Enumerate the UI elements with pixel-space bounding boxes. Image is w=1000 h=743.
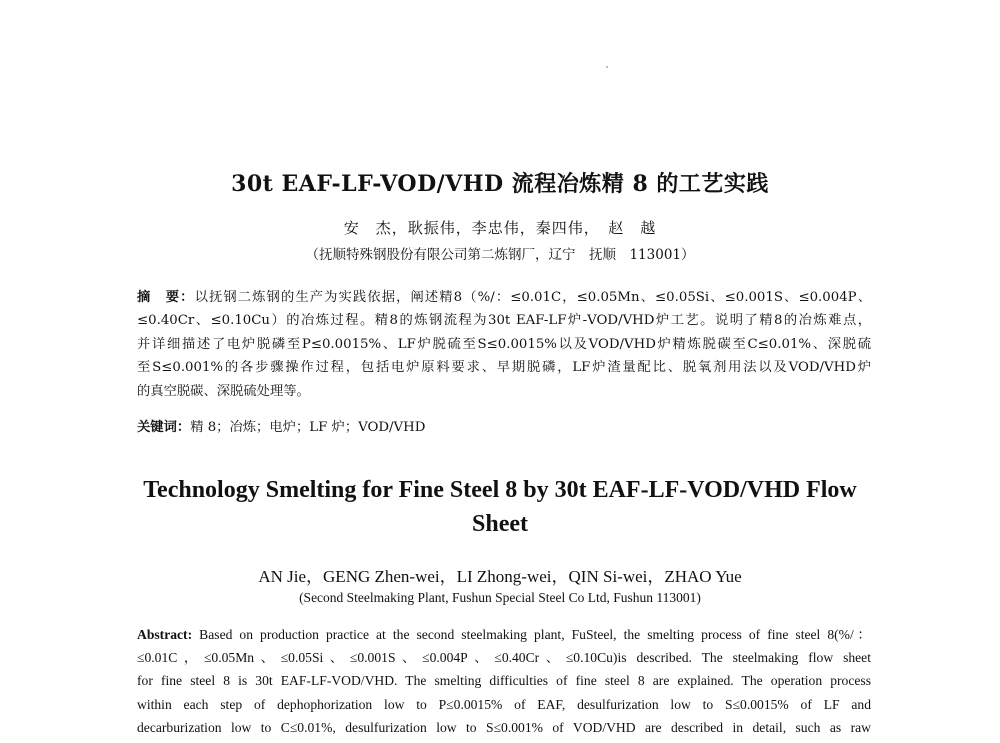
chinese-abstract <box>137 286 871 403</box>
chinese-abstract-label: 摘 要： <box>137 290 195 305</box>
english-title <box>0 473 1000 541</box>
english-title-line1: Technology Smelting for Fine Steel 8 by 30t EAF-LF-VOD/VHD Flow <box>143 477 857 503</box>
english-abstract <box>137 623 871 739</box>
chinese-keywords-text: 精 8；冶炼；电炉；LF 炉；VOD/VHD <box>190 420 426 435</box>
chinese-authors: 安 杰，耿振伟，李忠伟，秦四伟， 赵 越 <box>343 219 657 237</box>
chinese-abstract-line: 并详细描述了电炉脱磷至P≤0.0015%、LF炉脱硫至S≤0.0015%以及VOD/VHD炉精炼脱碳至C≤0.01%、深脱硫 <box>137 336 871 352</box>
scan-speck <box>606 66 608 68</box>
english-abstract-label: Abstract: <box>137 627 193 642</box>
chinese-abstract-line: 摘 要：以抚钢二炼钢的生产为实践依据，阐述精8（%/：≤0.01C，≤0.05Mn、≤0.05Si、≤0.001S、≤0.004P、 <box>137 290 871 305</box>
chinese-keywords <box>137 416 871 435</box>
english-abstract-line: Abstract: Based on production practice at the second steelmaking plant, FuSteel, the smelting process of fine steel 8(%/： <box>137 627 872 642</box>
english-abstract-line: ≤0.01C，≤0.05Mn、≤0.05Si、≤0.001S、≤0.004P、≤0.40Cr、≤0.10Cu)is described. The steelmaking flow sheet <box>137 650 871 666</box>
chinese-title: 30t EAF-LF-VOD/VHD 流程冶炼精 8 的工艺实践 <box>231 171 769 197</box>
english-title-line2: Sheet <box>472 511 528 537</box>
english-abstract-line: for fine steel 8 is 30t EAF-LF-VOD/VHD. The smelting difficulties of fine steel 8 are explained. The operation process <box>137 673 871 689</box>
english-abstract-line: within each step of dephophorization low to P≤0.0015% of EAF, desulfurization low to S≤0.0015% of LF and <box>137 696 871 712</box>
english-abstract-line: decarburization low to C≤0.01%, desulfurization low to S≤0.001% of VOD/VHD are described in detail, such as raw <box>137 719 871 735</box>
chinese-abstract-line: ≤0.40Cr、≤0.10Cu）的冶炼过程。精8的炼钢流程为30t EAF-LF炉-VOD/VHD炉工艺。说明了精8的冶炼难点， <box>137 313 871 329</box>
english-authors: AN Jie，GENG Zhen-wei，LI Zhong-wei，QIN Si-wei，ZHAO Yue <box>258 567 742 586</box>
chinese-affiliation: （抚顺特殊钢股份有限公司第二炼钢厂，辽宁 抚顺 113001） <box>305 247 695 263</box>
chinese-keywords-label: 关键词： <box>137 420 191 435</box>
chinese-abstract-line: 至S≤0.001%的各步骤操作过程，包括电炉原料要求、早期脱磷，LF炉渣量配比、脱氧剂用法以及VOD/VHD炉 <box>137 360 871 376</box>
english-affiliation: (Second Steelmaking Plant, Fushun Special Steel Co Ltd, Fushun 113001) <box>299 590 701 605</box>
chinese-abstract-line: 的真空脱碳、深脱硫处理等。 <box>137 383 310 399</box>
